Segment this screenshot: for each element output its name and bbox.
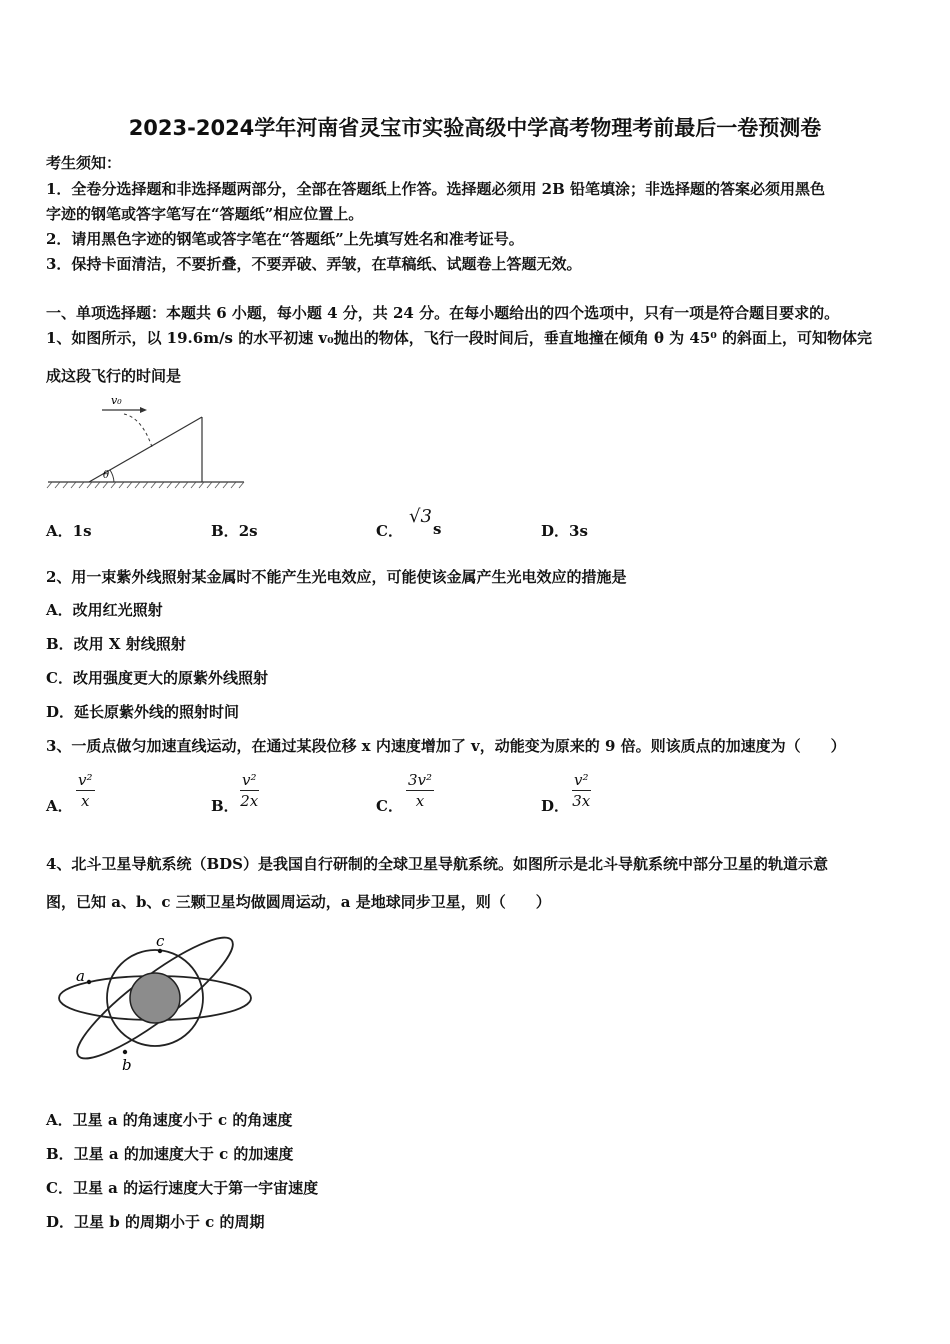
- notice-line-1: 1．全卷分选择题和非选择题两部分，全部在答题纸上作答。选择题必须用 2B 铅笔填涂；非选择题的答案必须用黑色: [46, 180, 826, 198]
- q1-option-c-unit: s: [433, 520, 442, 538]
- q3-option-d-denominator: 3x: [572, 792, 591, 810]
- theta-arc: [110, 470, 114, 482]
- q3-option-c-fraction: [406, 770, 434, 811]
- q1-stem-line-1: 1、如图所示，以 19.6m/s 的水平初速 v₀抛出的物体，飞行一段时间后，垂直地撞在倾角 θ 为 45⁰ 的斜面上，可知物体完: [46, 329, 873, 347]
- q3-option-a-denominator: x: [81, 792, 90, 810]
- q1-option-b-label: B．: [211, 522, 239, 540]
- q3-option-d-numerator: v²: [574, 771, 589, 789]
- satellite-a-label: a: [76, 967, 85, 985]
- q1-stem-line-2: 成这段飞行的时间是: [46, 367, 182, 385]
- satellite-c-label: c: [156, 932, 165, 950]
- q3-option-c-numerator: 3v²: [408, 771, 433, 789]
- q2-option-a: A．改用红光照射: [46, 601, 163, 619]
- satellite-b-dot: [123, 1050, 127, 1054]
- q1-option-a-label: A．: [46, 522, 73, 540]
- q3-option-b-fraction: [240, 770, 259, 811]
- q4-option-a: A．卫星 a 的角速度小于 c 的角速度: [46, 1111, 293, 1129]
- notice-line-3: 2．请用黑色字迹的钢笔或答字笔在“答题纸”上先填写姓名和准考证号。: [46, 230, 524, 248]
- q2-stem: 2、用一束紫外线照射某金属时不能产生光电效应，可能使该金属产生光电效应的措施是: [46, 568, 627, 586]
- q3-option-c-denominator: x: [415, 792, 425, 810]
- velocity-arrowhead: [140, 407, 147, 413]
- q3-option-a-numerator: v²: [78, 771, 93, 789]
- q3-stem: 3、一质点做匀加速直线运动，在通过某段位移 x 内速度增加了 v，动能变为原来的 9 倍。则该质点的加速度为（ ）: [46, 737, 846, 755]
- q4-option-b: B．卫星 a 的加速度大于 c 的加速度: [46, 1145, 294, 1163]
- q1-option-b: 2s: [238, 522, 258, 540]
- notice-heading: 考生须知：: [46, 154, 122, 172]
- q1-option-d: 3s: [569, 522, 588, 540]
- q4-stem-line-2: 图，已知 a、b、c 三颗卫星均做圆周运动，a 是地球同步卫星，则（ ）: [46, 893, 551, 911]
- q1-option-c-label: C．: [376, 522, 403, 540]
- q1-option-d-label: D．: [541, 522, 570, 540]
- q4-option-c: C．卫星 a 的运行速度大于第一宇宙速度: [46, 1179, 319, 1197]
- q4-stem-line-1: 4、北斗卫星导航系统（BDS）是我国自行研制的全球卫星导航系统。如图所示是北斗导航系统中部分卫星的轨道示意: [46, 855, 828, 873]
- q1-incline-figure: [44, 392, 254, 492]
- q1-option-a: 1s: [72, 522, 92, 540]
- q3-option-a-label: A．: [46, 797, 73, 815]
- q3-option-c-label: C．: [376, 797, 403, 815]
- v0-label: v₀: [111, 394, 122, 407]
- q3-option-d-fraction: [572, 770, 591, 811]
- q3-option-b-denominator: 2x: [240, 792, 259, 810]
- ground-hatch: [47, 482, 244, 488]
- satellite-a-dot: [87, 980, 91, 984]
- satellite-b-label: b: [122, 1056, 132, 1074]
- q3-option-a-fraction: [76, 770, 95, 811]
- q4-orbit-figure: [55, 928, 265, 1078]
- theta-label: θ: [103, 470, 110, 481]
- trajectory-path: [124, 414, 152, 447]
- page-title: 2023-2024学年河南省灵宝市实验高级中学高考物理考前最后一卷预测卷: [128, 116, 822, 140]
- earth-icon: [130, 973, 180, 1023]
- section-heading: 一、单项选择题：本题共 6 小题，每小题 4 分，共 24 分。在每小题给出的四个选项中，只有一项是符合题目要求的。: [46, 304, 840, 322]
- q2-option-c: C．改用强度更大的原紫外线照射: [46, 669, 268, 687]
- q3-option-b-label: B．: [211, 797, 239, 815]
- q3-option-d-label: D．: [541, 797, 570, 815]
- q1-option-c-root: √3: [409, 506, 432, 527]
- q2-option-b: B．改用 X 射线照射: [46, 635, 186, 653]
- q2-option-d: D．延长原紫外线的照射时间: [46, 703, 240, 721]
- notice-line-2: 字迹的钢笔或答字笔写在“答题纸”相应位置上。: [46, 205, 364, 223]
- q4-option-d: D．卫星 b 的周期小于 c 的周期: [46, 1213, 265, 1231]
- notice-line-4: 3．保持卡面清洁，不要折叠，不要弄破、弄皱，在草稿纸、试题卷上答题无效。: [46, 255, 582, 273]
- q3-option-b-numerator: v²: [242, 771, 257, 789]
